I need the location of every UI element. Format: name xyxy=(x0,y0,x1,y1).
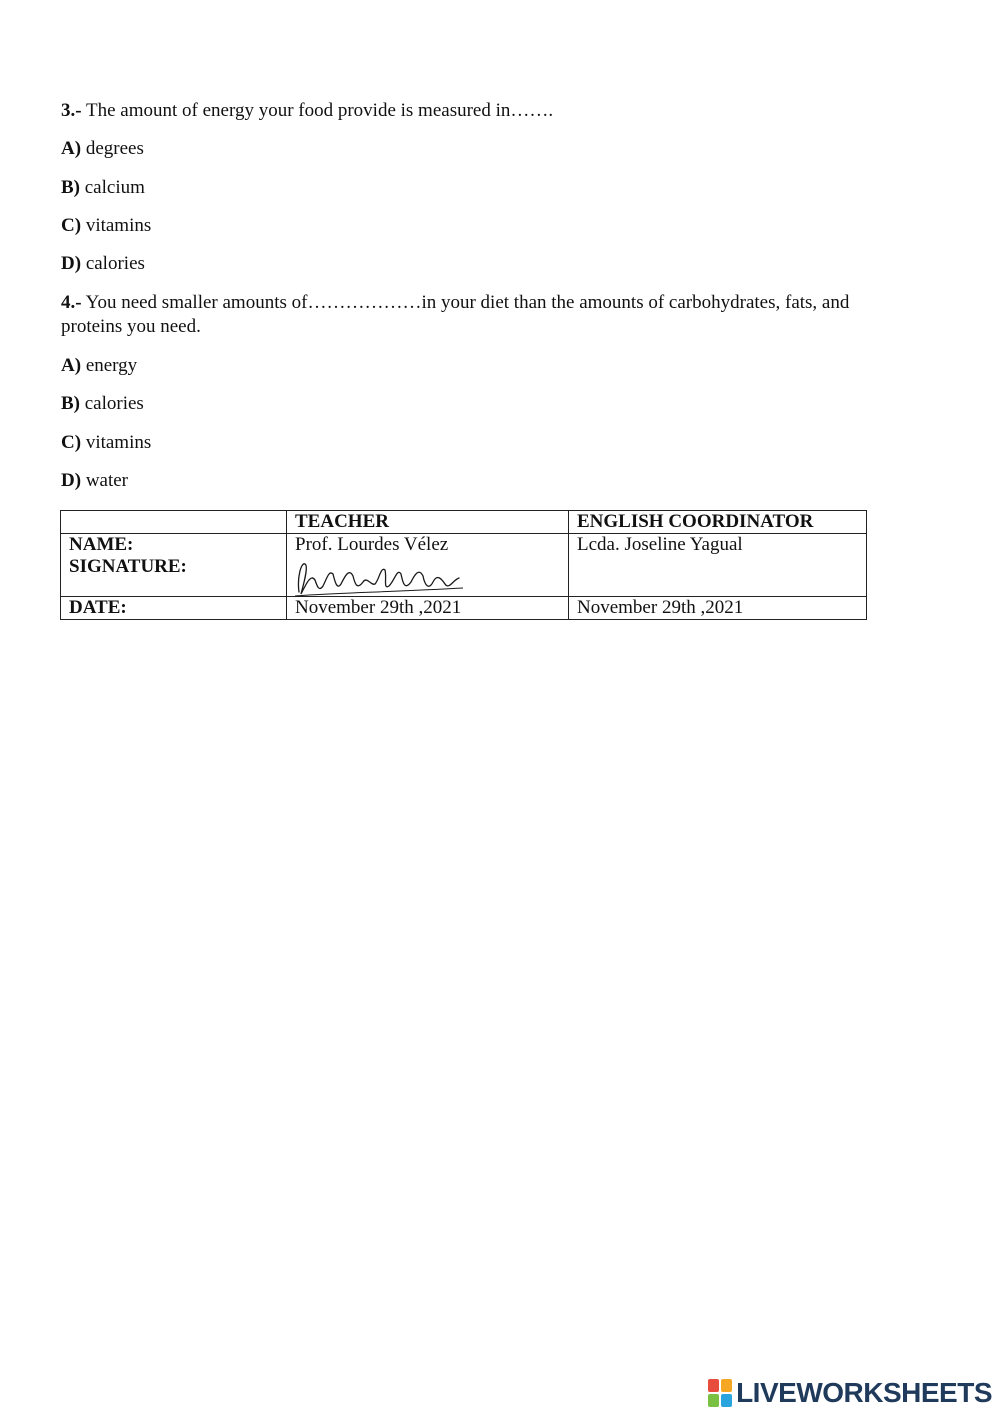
option-b[interactable] xyxy=(61,392,144,416)
option-d[interactable] xyxy=(61,252,145,276)
date-label: DATE: xyxy=(61,597,287,620)
coordinator-name-cell xyxy=(569,534,867,597)
question-4 xyxy=(61,291,911,339)
option-letter: D) xyxy=(61,253,82,274)
option-letter: B) xyxy=(61,393,80,414)
option-c[interactable] xyxy=(61,431,151,455)
name-label: NAME: xyxy=(69,534,134,555)
option-text: calories xyxy=(81,253,145,274)
coordinator-date: November 29th ,2021 xyxy=(569,597,867,620)
question-3 xyxy=(61,99,553,123)
option-d[interactable] xyxy=(61,469,128,493)
option-text: degrees xyxy=(81,138,144,159)
liveworksheets-logo-icon xyxy=(708,1379,732,1407)
option-letter: A) xyxy=(61,138,82,159)
teacher-name-cell xyxy=(287,534,569,597)
option-text: water xyxy=(81,470,129,491)
option-c[interactable] xyxy=(61,214,151,238)
handwritten-signature xyxy=(291,556,471,598)
option-text: energy xyxy=(81,355,138,376)
signature-label: SIGNATURE: xyxy=(69,556,187,577)
option-letter: C) xyxy=(61,215,82,236)
coordinator-name: Lcda. Joseline Yagual xyxy=(577,534,743,555)
option-letter: A) xyxy=(61,355,82,376)
table-header-row xyxy=(61,511,867,534)
question-number: 3.- xyxy=(61,100,82,121)
name-signature-row xyxy=(61,534,867,597)
option-letter: B) xyxy=(61,177,80,198)
option-letter: C) xyxy=(61,432,82,453)
teacher-name: Prof. Lourdes Vélez xyxy=(295,534,449,555)
signature-table xyxy=(60,510,867,620)
option-b[interactable] xyxy=(61,176,145,200)
name-signature-label-cell xyxy=(61,534,287,597)
teacher-date: November 29th ,2021 xyxy=(287,597,569,620)
option-a[interactable] xyxy=(61,137,144,161)
option-text: vitamins xyxy=(81,215,152,236)
question-number: 4.- xyxy=(61,292,82,313)
teacher-header: TEACHER xyxy=(287,511,569,534)
option-letter: D) xyxy=(61,470,82,491)
liveworksheets-logo[interactable] xyxy=(708,1378,992,1408)
empty-header-cell xyxy=(61,511,287,534)
option-text: vitamins xyxy=(81,432,152,453)
question-text: The amount of energy your food provide is measured in……. xyxy=(81,100,554,121)
date-row xyxy=(61,597,867,620)
question-text: You need smaller amounts of………………in your diet than the amounts of carbohydrates, fats, and proteins you need. xyxy=(61,292,850,337)
logo-text: LIVEWORKSHEETS xyxy=(736,1377,992,1408)
option-a[interactable] xyxy=(61,354,137,378)
coordinator-header: ENGLISH COORDINATOR xyxy=(569,511,867,534)
option-text: calories xyxy=(80,393,144,414)
option-text: calcium xyxy=(80,177,145,198)
